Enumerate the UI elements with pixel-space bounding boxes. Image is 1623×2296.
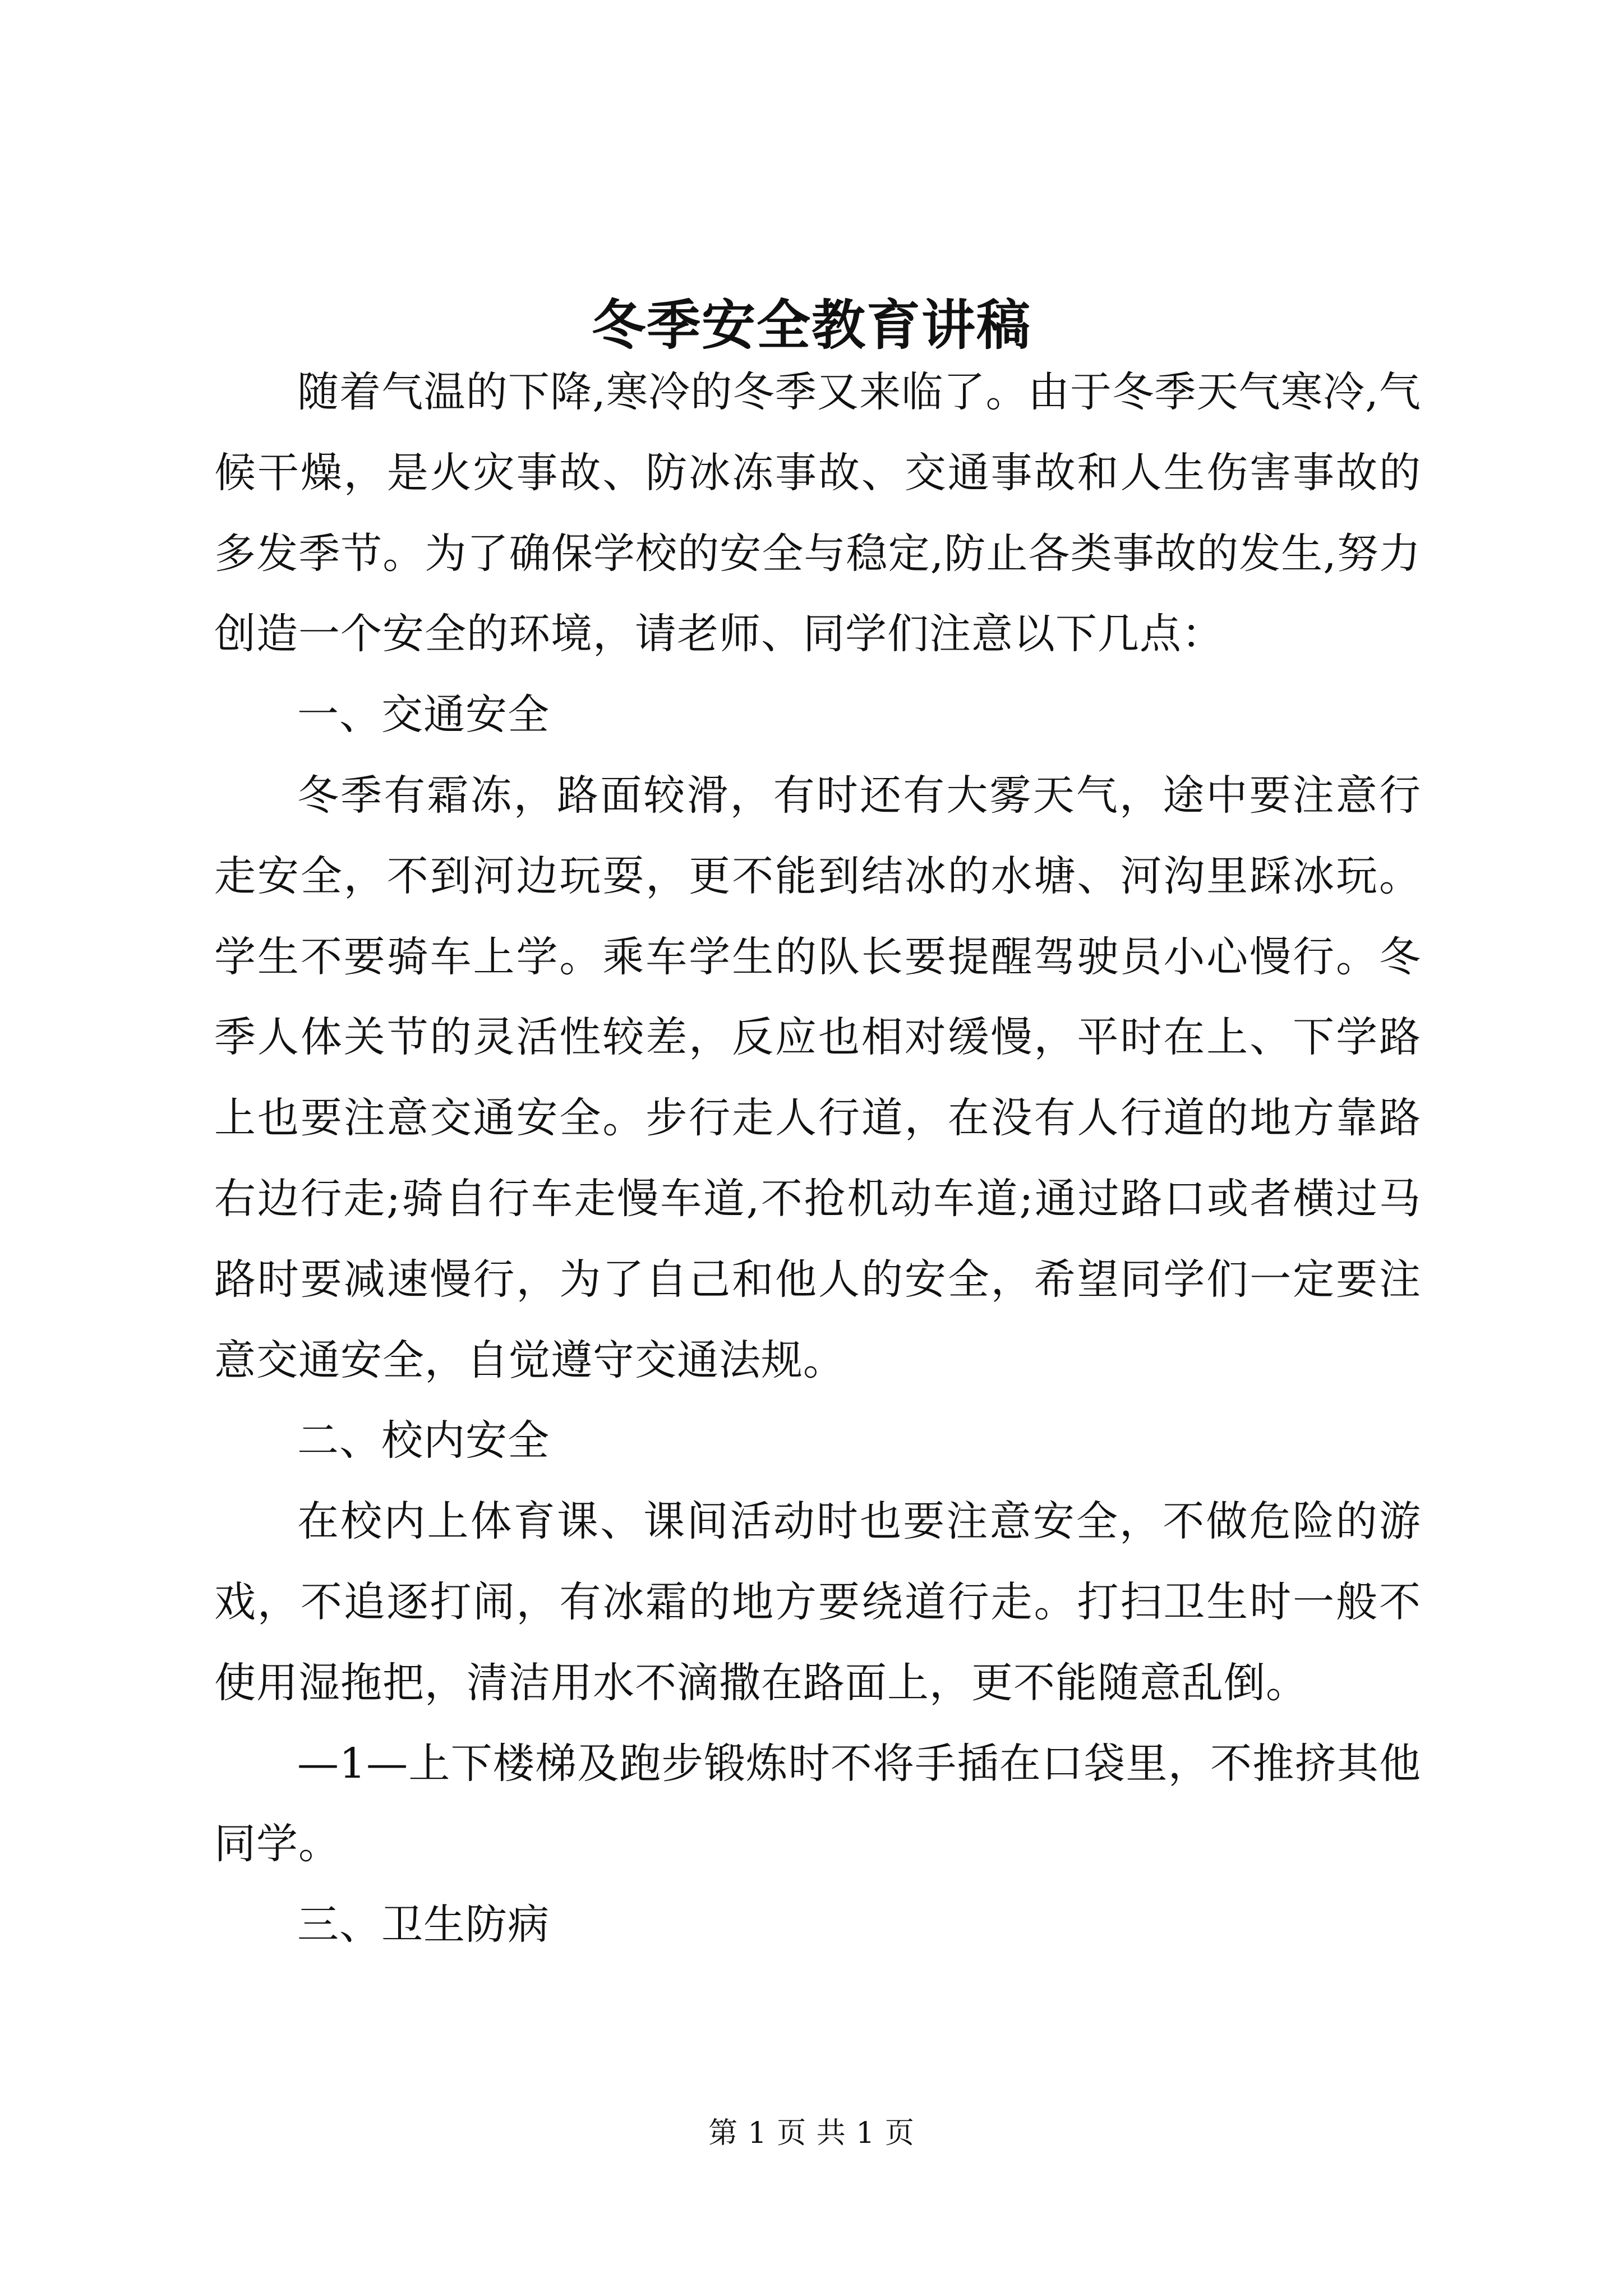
intro-paragraph: 随着气温的下降,寒冷的冬季又来临了。由于冬季天气寒冷,气候干燥，是火灾事故、防冰冻事故、交通事故和人生伤害事故的多发季节。为了确保学校的安全与稳定,防止各类事故的发生,努力创造一个安全的环境，请老师、同学们注意以下几点： (214, 368, 1421, 659)
section-heading-campus-safety: 二、校内安全 (297, 1416, 550, 1465)
section-heading-traffic-safety: 一、交通安全 (297, 691, 550, 739)
stairs-safety-paragraph: —1—上下楼梯及跑步锻炼时不将手插在口袋里，不推挤其他同学。 (214, 1739, 1421, 1869)
section-heading-hygiene-disease-prevention: 三、卫生防病 (297, 1901, 550, 1949)
page-footer: 第 1 页 共 1 页 (708, 2116, 915, 2150)
campus-safety-paragraph: 在校内上体育课、课间活动时也要注意安全，不做危险的游戏，不追逐打闹，有冰霜的地方要绕道行走。打扫卫生时一般不使用湿拖把，清洁用水不滴撒在路面上，更不能随意乱倒。 (214, 1497, 1421, 1707)
traffic-safety-paragraph: 冬季有霜冻，路面较滑，有时还有大雾天气，途中要注意行走安全，不到河边玩耍，更不能到结冰的水塘、河沟里踩冰玩。学生不要骑车上学。乘车学生的队长要提醒驾驶员小心慢行。冬季人体关节的灵活性较差，反应也相对缓慢，平时在上、下学路上也要注意交通安全。步行走人行道，在没有人行道的地方靠路右边行走;骑自行车走慢车道,不抢机动车道;通过路口或者横过马路时要减速慢行，为了自己和他人的安全，希望同学们一定要注意交通安全，自觉遵守交通法规。 (214, 771, 1421, 1384)
document-title: 冬季安全教育讲稿 (592, 293, 1031, 357)
document-body (214, 352, 1421, 1966)
